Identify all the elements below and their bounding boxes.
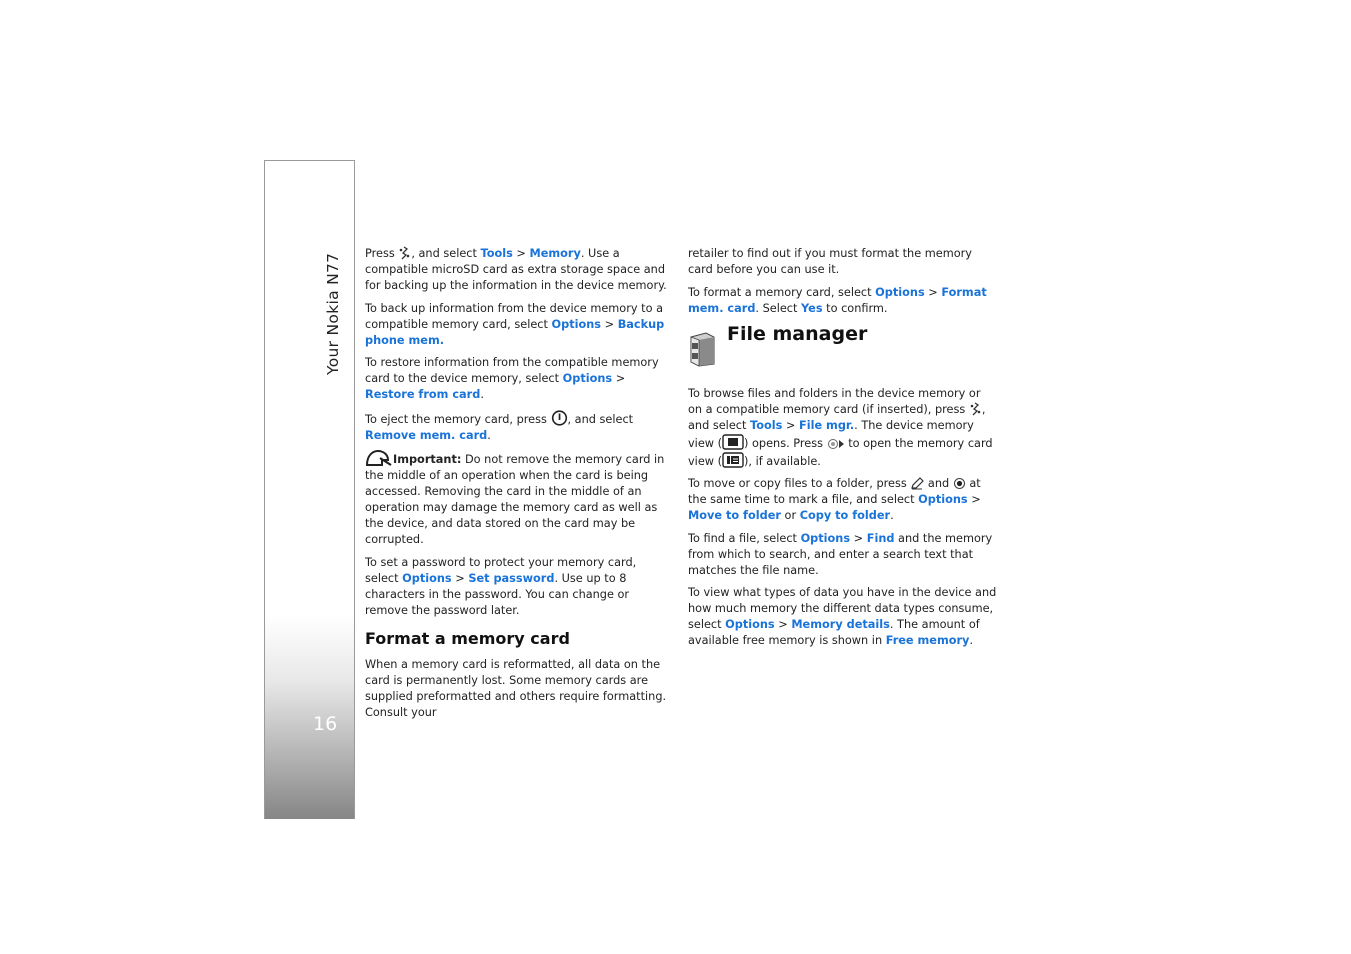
link-restore[interactable]: Restore from card — [365, 388, 481, 401]
file-manager-header — [688, 322, 998, 371]
link-options[interactable]: Options — [725, 618, 775, 631]
paragraph: To eject the memory card, press , and select Remove mem. card. — [365, 410, 670, 444]
right-column — [688, 246, 998, 656]
memory-card-view-icon — [722, 452, 744, 468]
section-title: File manager — [727, 322, 868, 345]
paragraph: Press , and select Tools > Memory. Use a compatible microSD card as extra storage space and for backing up the information in the device memory. — [365, 247, 667, 292]
left-column — [365, 246, 670, 727]
link-tools[interactable]: Tools — [480, 247, 513, 260]
paragraph: When a memory card is reformatted, all data on the card is permanently lost. Some memory cards are supplied preformatted and others require formatting. Consult your — [365, 657, 667, 719]
link-find[interactable]: Find — [866, 531, 895, 545]
device-memory-icon — [722, 434, 744, 450]
paragraph: To restore information from the compatible memory card to the device memory, select Options > Restore from card. — [365, 356, 659, 401]
paragraph: To back up information from the device memory to a compatible memory card, select Options > Backup phone mem. — [365, 301, 665, 347]
link-options[interactable]: Options — [875, 285, 925, 299]
link-free-memory[interactable]: Free memory — [885, 634, 970, 647]
link-format-card[interactable]: Format mem. card — [688, 285, 987, 315]
important-icon — [365, 450, 393, 466]
link-file-mgr[interactable]: File mgr. — [799, 418, 855, 432]
link-yes[interactable]: Yes — [801, 301, 823, 315]
joystick-right-icon — [827, 438, 845, 450]
paragraph: To view what types of data you have in the device and how much memory the different data types consume, select Options > Memory details. The amount of available free memory is shown in Free memory. — [688, 586, 997, 647]
menu-key-icon — [969, 402, 982, 416]
section-heading: Format a memory card — [365, 628, 570, 648]
page-number: 16 — [313, 713, 338, 735]
menu-key-icon — [398, 246, 411, 260]
paragraph: retailer to find out if you must format the memory card before you can use it. — [688, 247, 972, 276]
paragraph: To format a memory card, select Options > Format mem. card. Select Yes to confirm. — [688, 285, 987, 315]
link-set-password[interactable]: Set password — [468, 571, 555, 585]
important-note: Important: Do not remove the memory card in the middle of an operation when the card is being accessed. Removing the card in the middle of an operation may damage the memory card as well as the device, and data stored on the card may be corrupted. — [365, 450, 670, 548]
paragraph: To set a password to protect your memory card, select Options > Set password. Use up to 8 characters in the password. You can change or remove the password later. — [365, 555, 637, 617]
power-key-icon — [551, 410, 568, 426]
joystick-press-icon — [953, 477, 966, 490]
link-options[interactable]: Options — [800, 531, 851, 545]
link-backup[interactable]: Backup phone mem. — [365, 317, 665, 347]
edit-key-icon — [910, 477, 924, 490]
paragraph: To browse files and folders in the device memory or on a compatible memory card (if inserted), press , and select Tools > File mgr.. The device memory view ( ) opens. Press to open the memory card view ( ), if available. — [688, 386, 993, 468]
link-options[interactable]: Options — [562, 372, 613, 385]
link-copy-to-folder[interactable]: Copy to folder — [799, 509, 891, 522]
sidebar-title: Your Nokia N77 — [324, 252, 342, 375]
file-cabinet-icon — [688, 331, 716, 367]
link-move-to-folder[interactable]: Move to folder — [688, 509, 781, 522]
link-remove-card[interactable]: Remove mem. card — [365, 428, 488, 442]
link-memory-details[interactable]: Memory details — [791, 618, 890, 631]
link-tools[interactable]: Tools — [750, 418, 783, 432]
link-memory[interactable]: Memory — [529, 247, 581, 260]
paragraph: To find a file, select Options > Find and the memory from which to search, and enter a search text that matches the file name. — [688, 531, 993, 577]
link-options[interactable]: Options — [402, 571, 452, 585]
paragraph: To move or copy files to a folder, press and at the same time to mark a file, and select Options > Move to folder or Copy to folder. — [688, 477, 981, 522]
link-options[interactable]: Options — [918, 493, 968, 506]
link-options[interactable]: Options — [551, 317, 602, 331]
